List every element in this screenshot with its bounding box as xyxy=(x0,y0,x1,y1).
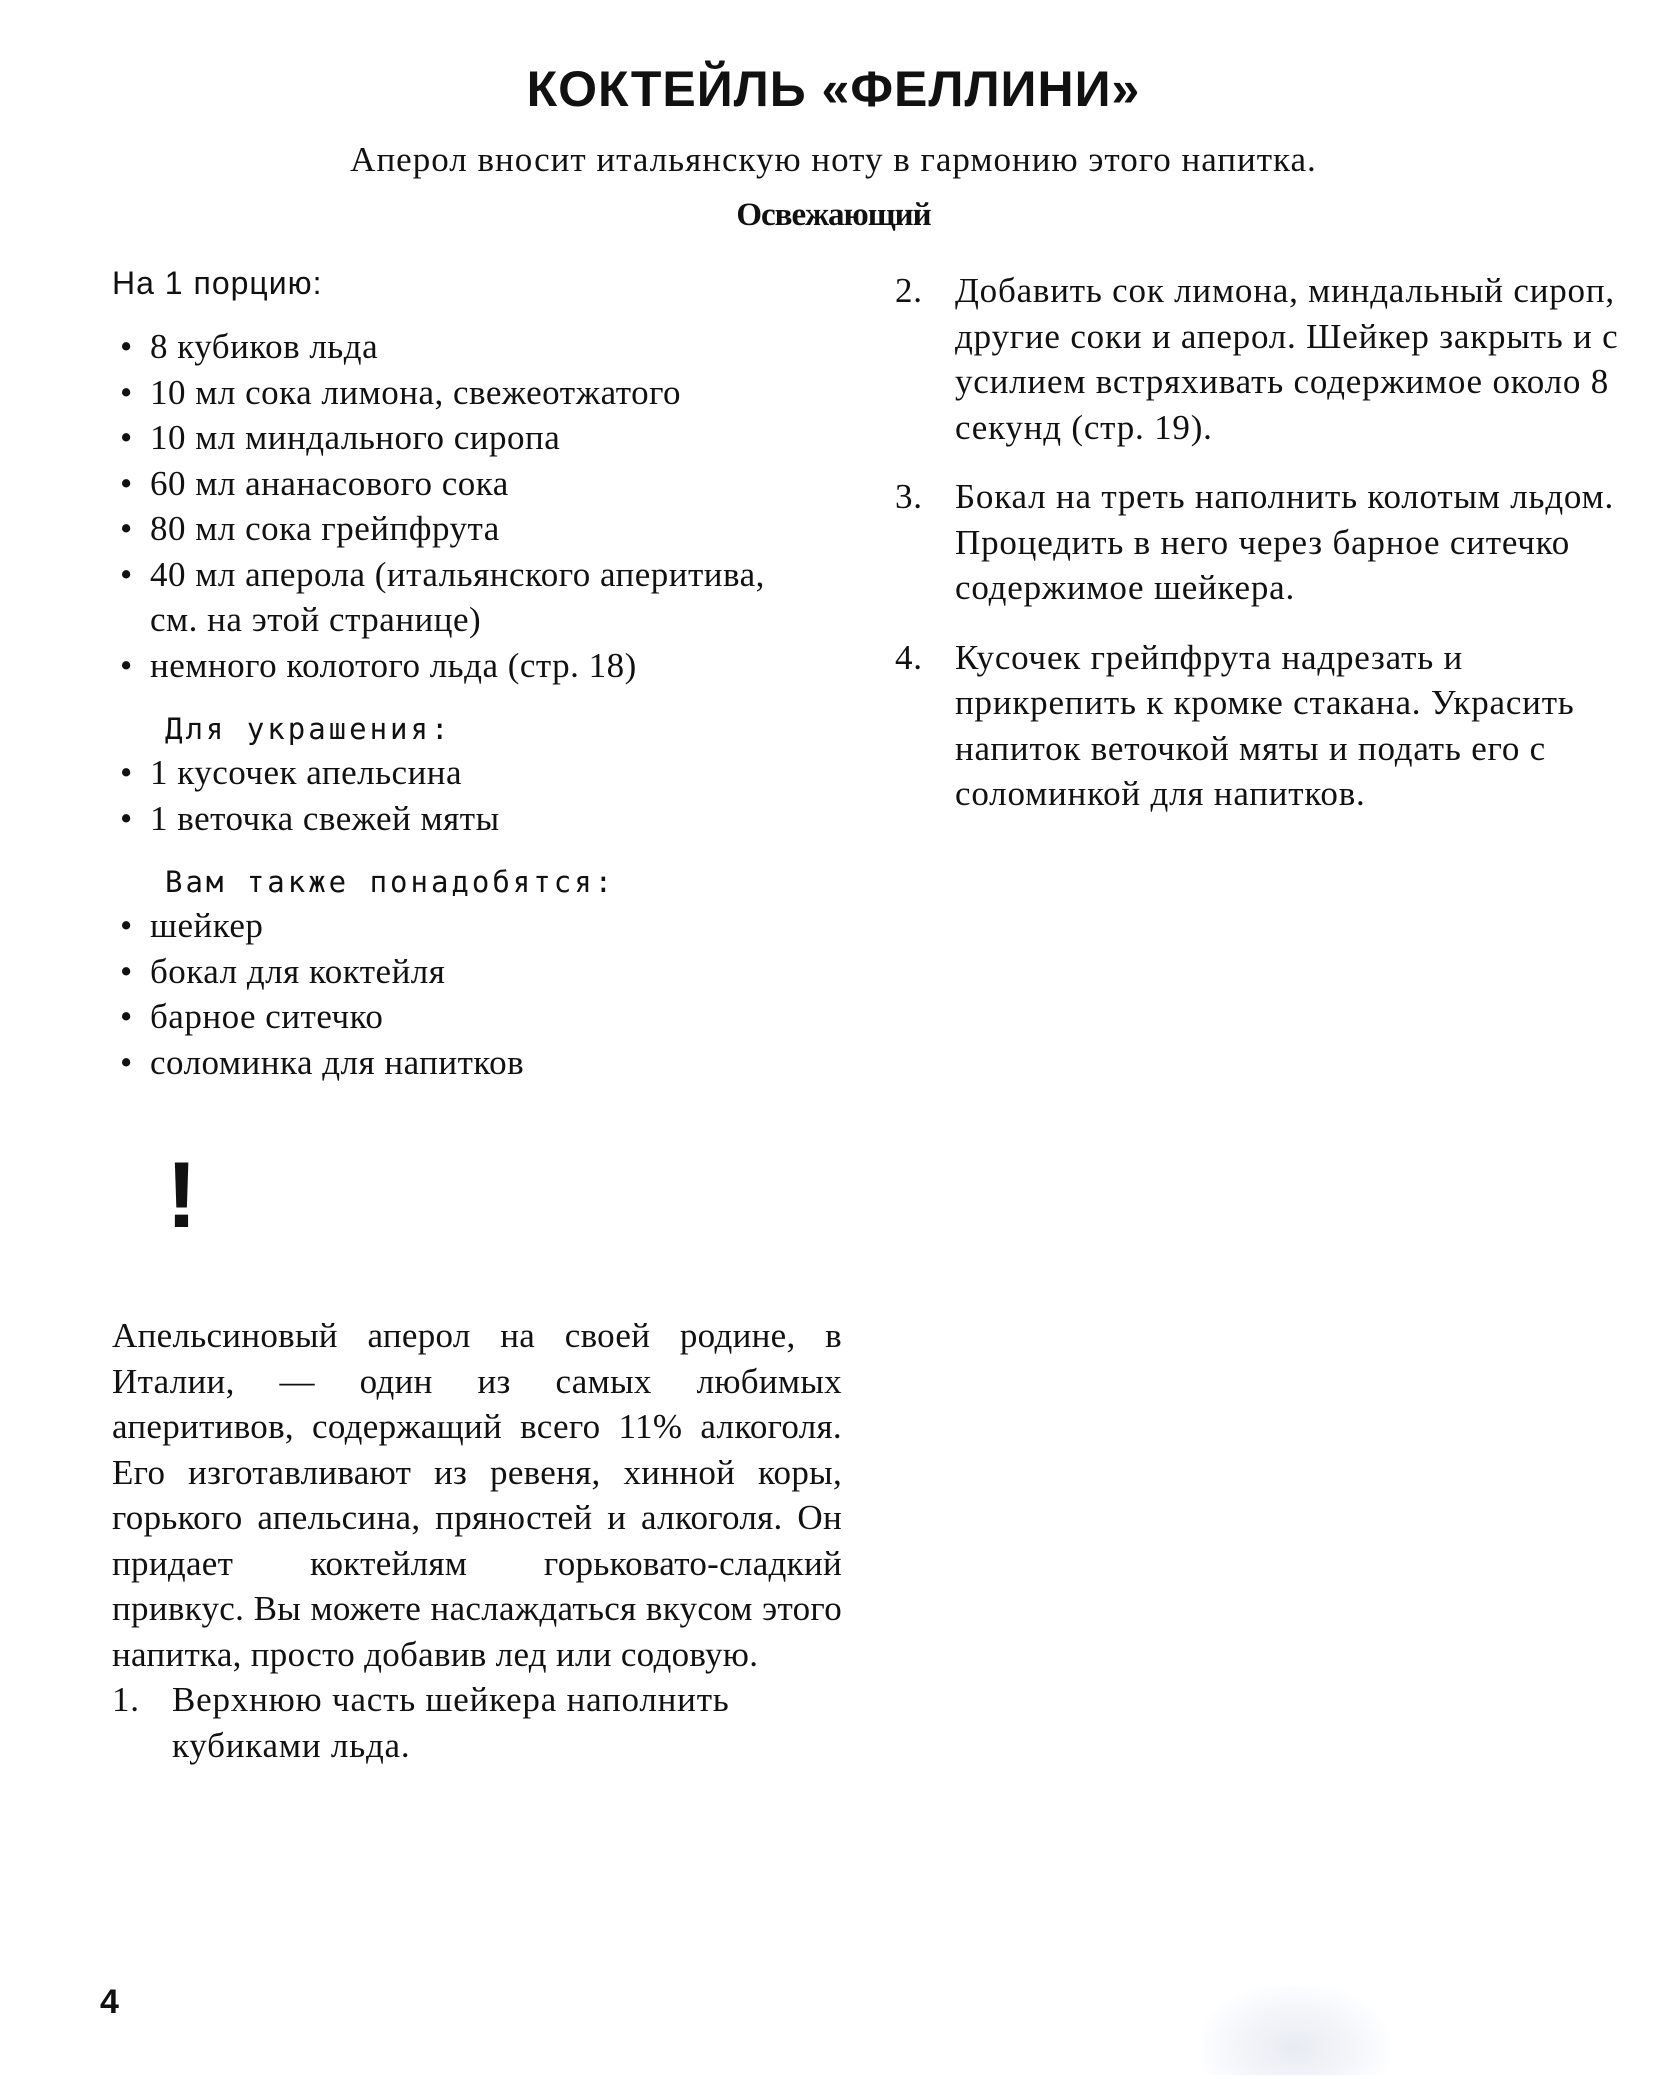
list-item: • 1 кусочек апельсина xyxy=(112,750,852,796)
bullet-icon: • xyxy=(120,509,133,548)
bullet-icon: • xyxy=(120,906,133,945)
step-item xyxy=(895,635,1635,817)
steps-list-right xyxy=(895,268,1635,817)
step-number: 3. xyxy=(895,477,923,516)
bullet-icon: • xyxy=(120,798,133,838)
list-item: • 8 кубиков льда xyxy=(112,324,852,370)
recipe-category: Освежающий xyxy=(736,197,931,233)
exclamation-icon: ! xyxy=(166,1142,198,1247)
list-item: • бокал для коктейля xyxy=(112,949,852,995)
bullet-icon: • xyxy=(120,951,133,991)
equipment-list xyxy=(112,903,852,1085)
portion-label: На 1 порцию: xyxy=(112,265,323,301)
step-text: Верхнюю часть шейкера наполнить кубиками льда. xyxy=(172,1680,730,1765)
step-item xyxy=(895,474,1635,611)
step-number: 2. xyxy=(895,271,923,310)
scan-artifact xyxy=(1200,1985,1390,2075)
bullet-icon: • xyxy=(120,554,133,594)
list-item: • барное ситечко xyxy=(112,994,852,1040)
list-item: • 40 мл аперола (итальянского аперитива, см. на этой странице) xyxy=(112,552,790,643)
bullet-icon: • xyxy=(120,327,133,366)
bullet-icon: • xyxy=(120,418,133,457)
bullet-icon: • xyxy=(120,997,133,1036)
garnish-heading: Для украшения: xyxy=(165,712,452,746)
list-item: • соломинка для напитков xyxy=(112,1040,852,1086)
bullet-icon: • xyxy=(120,1042,133,1082)
step-number: 4. xyxy=(895,637,923,677)
bullet-icon: • xyxy=(120,645,133,685)
step-text: Кусочек грейпфрута надрезать и прикрепить к кромке стакана. Украсить напиток веточкой мяты и подать его с соломинкой для напитков. xyxy=(955,637,1575,813)
list-item: • шейкер xyxy=(112,903,852,949)
step-item xyxy=(895,268,1635,450)
ingredient-list xyxy=(112,324,852,688)
left-column xyxy=(112,265,852,1792)
recipe-subtitle: Аперол вносит итальянскую ноту в гармонию этого напитка. xyxy=(350,140,1317,179)
aperol-note: Апельсиновый аперол на своей родине, в Италии, — один из самых любимых аперитивов, содержащий всего 11% алкоголя. Его изготавливают из ревеня, хинной коры, горького апельсина, пряностей и алкоголя. Он придает коктейлям горьковато-сладкий привкус. Вы можете наслаждаться вкусом этого напитка, просто добавив лед или содовую. xyxy=(112,1316,842,1674)
list-item: • 80 мл сока грейпфрута xyxy=(112,506,852,552)
right-column xyxy=(895,268,1635,841)
list-item: • 10 мл миндального сиропа xyxy=(112,415,852,461)
step-text: Бокал на треть наполнить колотым льдом. Процедить в него через барное ситечко содержимое шейкера. xyxy=(955,477,1615,607)
step-item xyxy=(112,1677,852,1768)
recipe-title: КОКТЕЙЛЬ «ФЕЛЛИНИ» xyxy=(526,61,1141,117)
bullet-icon: • xyxy=(120,753,133,792)
step-number: 1. xyxy=(112,1680,140,1719)
equipment-heading: Вам также понадобятся: xyxy=(165,865,616,899)
list-item: • 60 мл ананасового сока xyxy=(112,461,852,507)
page-number: 4 xyxy=(100,1983,119,2021)
bullet-icon: • xyxy=(120,372,133,412)
list-item: • немного колотого льда (стр. 18) xyxy=(112,643,852,689)
step-text: Добавить сок лимона, миндальный сироп, другие соки и аперол. Шейкер закрыть и с усилием встряхивать содержимое около 8 секунд (стр. 19). xyxy=(955,271,1619,447)
list-item: • 1 веточка свежей мяты xyxy=(112,796,852,842)
bullet-icon: • xyxy=(120,463,133,503)
list-item: • 10 мл сока лимона, свежеотжатого xyxy=(112,370,852,416)
steps-list-left xyxy=(112,1677,852,1768)
garnish-list xyxy=(112,750,852,841)
